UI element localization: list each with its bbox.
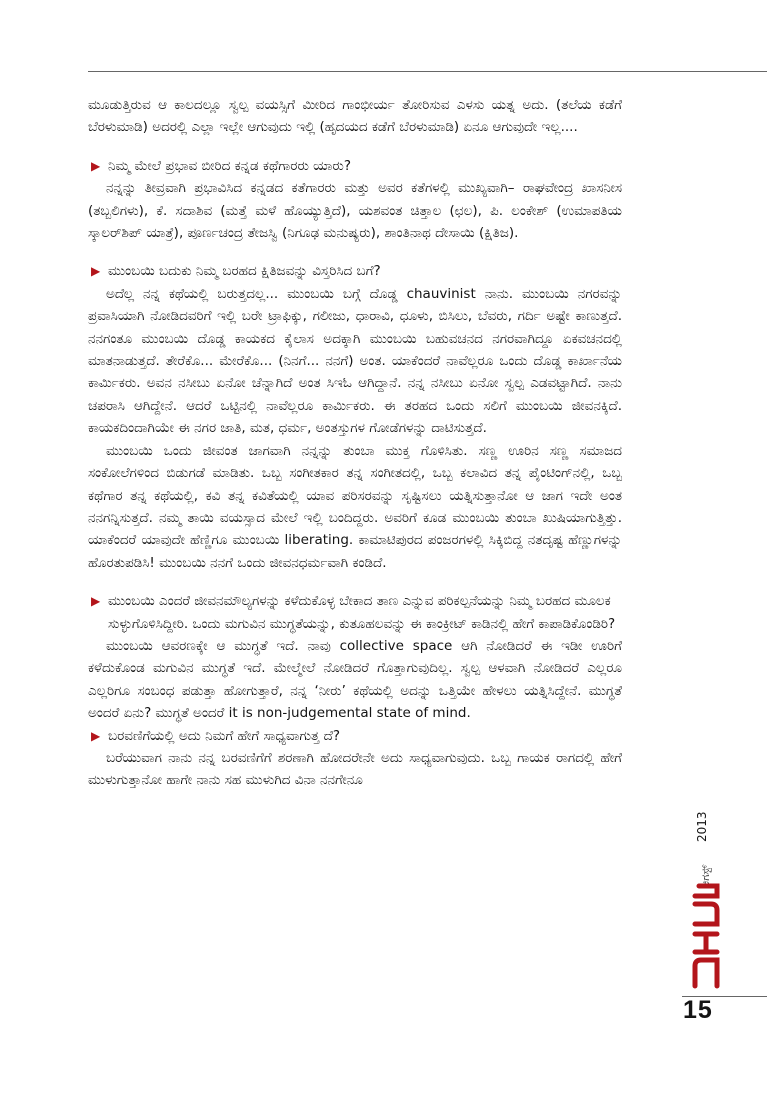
answer-paragraph: ಮುಂಬಯಿ ಆವರಣಕ್ಕೇ ಆ ಮುಗ್ಧತೆ ಇದೆ. ನಾವು collective space ಆಗಿ ನೋಡಿದರೆ ಈ ಇಡೀ ಊರಿಗೆ ಕಳೆದುಕೊಂಡ ಮಗುವಿನ ಮುಗ್ಧತೆ ಇದೆ. ಮೇಲ್ಮೇಲೆ ನೋಡಿದರೆ ಗೊತ್ತಾಗುವುದಿಲ್ಲ. ಸ್ವಲ್ಪ ಆಳವಾಗಿ ನೋಡಿದರೆ ಎಲ್ಲರೂ ಎಲ್ಲರಿಗೂ ಸಂಬಂಧ ಪಡುತ್ತಾ ಹೋಗುತ್ತಾರೆ, ನನ್ನ ‘ನೀರು’ ಕಥೆಯಲ್ಲಿ ಅದನ್ನು ಒತ್ತಿಯೇ ಹೇಳಲು ಯತ್ನಿಸಿದ್ದೇನೆ. ಮುಗ್ಧತೆ ಅಂದರೆ ಏನು? ಮುಗ್ಧತೆ ಅಂದರೆ it is non-judgemental state of mind. xyxy=(88,637,622,722)
question-text: ನಿಮ್ಮ ಮೇಲೆ ಪ್ರಭಾವ ಬೀರಿದ ಕನ್ನಡ ಕಥೆಗಾರರು ಯಾರು? xyxy=(108,157,351,174)
top-rule xyxy=(88,71,767,72)
issue-month: ಆಗಸ್ಟ್ xyxy=(699,864,712,888)
answer-paragraph: ಮುಂಬಯಿ ಒಂದು ಜೀವಂತ ಜಾಗವಾಗಿ ನನ್ನನ್ನು ತುಂಬಾ ಮುಕ್ತ ಗೊಳಿಸಿತು. ಸಣ್ಣ ಊರಿನ ಸಣ್ಣ ಸಮಾಜದ ಸಂಕೋಲೆಗಳಿಂದ ಬಿಡುಗಡೆ ಮಾಡಿತು. ಒಬ್ಬ ಸಂಗೀತಕಾರ ತನ್ನ ಸಂಗೀತದಲ್ಲಿ, ಒಬ್ಬ ಕಲಾವಿದ ತನ್ನ ಪೈಂಟಿಂಗ್‌ನಲ್ಲಿ, ಒಬ್ಬ ಕಥೆಗಾರ ತನ್ನ ಕಥೆಯಲ್ಲಿ, ಕವಿ ತನ್ನ ಕವಿತೆಯಲ್ಲಿ ಯಾವ ಪರಿಸರವನ್ನು ಸೃಷ್ಟಿಸಲು ಯತ್ನಿಸುತ್ತಾನೋ ಆ ಜಾಗ ಇದೇ ಅಂತ ನನಗನ್ನಿಸುತ್ತದೆ. ನಮ್ಮ ತಾಯಿ ವಯಸ್ಸಾದ ಮೇಲೆ ಇಲ್ಲಿ ಬಂದಿದ್ದರು. ಅವರಿಗೆ ಕೂಡ ಮುಂಬಯಿ ತುಂಬಾ ಖುಷಿಯಾಗುತ್ತಿತ್ತು. ಯಾಕೆಂದರೆ ಯಾವುದೇ ಹೆಣ್ಣಿಗೂ ಮುಂಬಯಿ liberating. ಕಾಮಾಟಿಪುರದ ಪಂಜರಗಳಲ್ಲಿ ಸಿಕ್ಕಿಬಿದ್ದ ನತದೃಷ್ಟ ಹೆಣ್ಣುಗಳನ್ನು ಹೊರತುಪಡಿಸಿ! ಮುಂಬಯಿ ನನಗೆ ಒಂದು ಜೀವನಧರ್ಮವಾಗಿ ಕಂಡಿದೆ. xyxy=(88,442,622,571)
article-body xyxy=(88,94,622,792)
interview-question xyxy=(88,260,622,282)
interview-question xyxy=(88,155,622,177)
answer-paragraph: ಅದೆಲ್ಲ ನನ್ನ ಕಥೆಯಲ್ಲಿ ಬರುತ್ತದಲ್ಲ... ಮುಂಬಯಿ ಬಗ್ಗೆ ದೊಡ್ಡ chauvinist ನಾನು. ಮುಂಬಯಿ ನಗರವನ್ನು ಪ್ರವಾಸಿಯಾಗಿ ನೋಡಿದವರಿಗೆ ಇಲ್ಲಿ ಬರೇ ಟ್ರಾಫಿಕ್ಕು, ಗಲೀಜು, ಧಾರಾವಿ, ಧೂಳು, ಬಿಸಿಲು, ಬೆವರು, ಗರ್ದಿ ಅಷ್ಟೇ ಕಾಣುತ್ತದೆ. ನನಗಂತೂ ಮುಂಬಯಿ ದೊಡ್ಡ ಕಾಯಕದ ಕೈಲಾಸ ಅದಕ್ಕಾಗಿ ಮುಂಬಯಿ ಬಹುವಚನದ ನಗರವಾಗಿದ್ದೂ ಏಕವಚನದಲ್ಲಿ ಮಾತನಾಡುತ್ತದೆ. ತೇರೆಕೊ... ಮೇರೆಕೊ... (ನಿನಗೆ... ನನಗೆ) ಅಂತ. ಯಾಕೆಂದರೆ ನಾವೆಲ್ಲರೂ ಒಂದು ದೊಡ್ಡ ಕಾರ್ಖಾನೆಯ ಕಾರ್ಮಿಕರು. ಅವನ ನಸೀಬು ಏನೋ ಚೆನ್ನಾಗಿದೆ ಅಂತ ಸಿಇಓ ಆಗಿದ್ದಾನೆ. ನನ್ನ ನಸೀಬು ಏನೋ ಸ್ವಲ್ಪ ಎಡವಟ್ಟಾಗಿದೆ. ನಾನು ಚಪರಾಸಿ ಆಗಿದ್ದೇನೆ. ಆದರೆ ಒಟ್ಟಿನಲ್ಲಿ ನಾವೆಲ್ಲರೂ ಕಾರ್ಮಿಕರು. ಈ ತರಹದ ಒಂದು ಸಲಿಗೆ ಮುಂಬಯಿ ಜೀವನಕ್ಕಿದೆ. ಕಾಯಕದಿಂದಾಗಿಯೇ ಈ ನಗರ ಜಾತಿ, ಮತ, ಧರ್ಮ, ಅಂತಸ್ತುಗಳ ಗೋಡೆಗಳನ್ನು ದಾಟಿಸುತ್ತದೆ. xyxy=(88,285,622,437)
question-bullet-icon: ▶ xyxy=(91,594,101,609)
interview-question xyxy=(88,590,622,635)
question-bullet-icon: ▶ xyxy=(91,264,101,279)
magazine-logo xyxy=(691,882,721,992)
article-paragraph: ಮೂಡುತ್ತಿರುವ ಆ ಕಾಲದಲ್ಲೂ ಸ್ವಲ್ಪ ವಯಸ್ಸಿಗೆ ಮೀರಿದ ಗಾಂಭೀರ್ಯ ತೋರಿಸುವ ಎಳಸು ಯತ್ನ ಅದು. (ತಲೆಯ ಕಡೆಗೆ ಬೆರಳುಮಾಡಿ) ಅದರಲ್ಲಿ ಎಲ್ಲಾ ಇಲ್ಲೇ ಆಗುವುದು ಇಲ್ಲಿ (ಹೃದಯದ ಕಡೆಗೆ ಬೆರಳುಮಾಡಿ) ಏನೂ ಆಗುವುದೇ ಇಲ್ಲ.... xyxy=(88,97,622,136)
question-bullet-icon: ▶ xyxy=(91,728,101,743)
question-text: ಬರವಣಿಗೆಯಲ್ಲಿ ಅದು ನಿಮಗೆ ಹೇಗೆ ಸಾಧ್ಯವಾಗುತ್ತ ದೆ? xyxy=(108,727,341,744)
issue-year: 2013 xyxy=(695,811,709,842)
question-text: ಮುಂಬಯಿ ಎಂದರೆ ಜೀವನಮೌಲ್ಯಗಳನ್ನು ಕಳೆದುಕೊಳ್ಳ ಬೇಕಾದ ತಾಣ ಎನ್ನುವ ಪರಿಕಲ್ಪನೆಯನ್ನು ನಿಮ್ಮ ಬರಹದ ಮೂಲಕ ಸುಳ್ಳುಗೊಳಿಸಿದ್ದೀರಿ. ಒಂದು ಮಗುವಿನ ಮುಗ್ಧತೆಯನ್ನು, ಕುತೂಹಲವನ್ನು ಈ ಕಾಂಕ್ರೀಟ್ ಕಾಡಿನಲ್ಲಿ ಹೇಗೆ ಕಾಪಾಡಿಕೊಂಡಿರಿ? xyxy=(108,593,616,632)
question-bullet-icon: ▶ xyxy=(91,158,101,173)
interview-question xyxy=(88,725,622,747)
question-text: ಮುಂಬಯಿ ಬದುಕು ನಿಮ್ಮ ಬರಹದ ಕ್ಷಿತಿಜವನ್ನು ವಿಸ್ತರಿಸಿದ ಬಗೆ? xyxy=(108,263,381,280)
answer-paragraph: ಬರೆಯುವಾಗ ನಾನು ನನ್ನ ಬರವಣಿಗೆಗೆ ಶರಣಾಗಿ ಹೋದರೇನೇ ಅದು ಸಾಧ್ಯವಾಗುವುದು. ಒಬ್ಬ ಗಾಯಕ ರಾಗದಲ್ಲಿ ಹೇಗೆ ಮುಳುಗುತ್ತಾನೋ ಹಾಗೇ ನಾನು ಸಹ ಮುಳುಗಿದ ವಿನಾ ನನಗೇನೂ xyxy=(88,749,622,789)
sidebar-masthead xyxy=(683,792,723,992)
answer-paragraph: ನನ್ನನ್ನು ತೀವ್ರವಾಗಿ ಪ್ರಭಾವಿಸಿದ ಕನ್ನಡದ ಕತೆಗಾರರು ಮತ್ತು ಅವರ ಕತೆಗಳಲ್ಲಿ ಮುಖ್ಯವಾಗಿ– ರಾಘವೇಂದ್ರ ಖಾಸನೀಸ (ತಬ್ಬಲಿಗಳು), ಕೆ. ಸದಾಶಿವ (ಮತ್ತೆ ಮಳೆ ಹೊಯ್ಯುತ್ತಿದೆ), ಯಶವಂತ ಚಿತ್ತಾಲ (ಛಲ), ಪಿ. ಲಂಕೇಶ್ (ಉಮಾಪತಿಯ ಸ್ಕಾಲರ್‌ಶಿಪ್ ಯಾತ್ರೆ), ಪೂರ್ಣಚಂದ್ರ ತೇಜಸ್ವಿ (ನಿಗೂಢ ಮನುಷ್ಯರು), ಶಾಂತಿನಾಥ ದೇಸಾಯಿ (ಕ್ಷಿತಿಜ). xyxy=(88,180,622,242)
page-number: 15 xyxy=(683,996,713,1024)
